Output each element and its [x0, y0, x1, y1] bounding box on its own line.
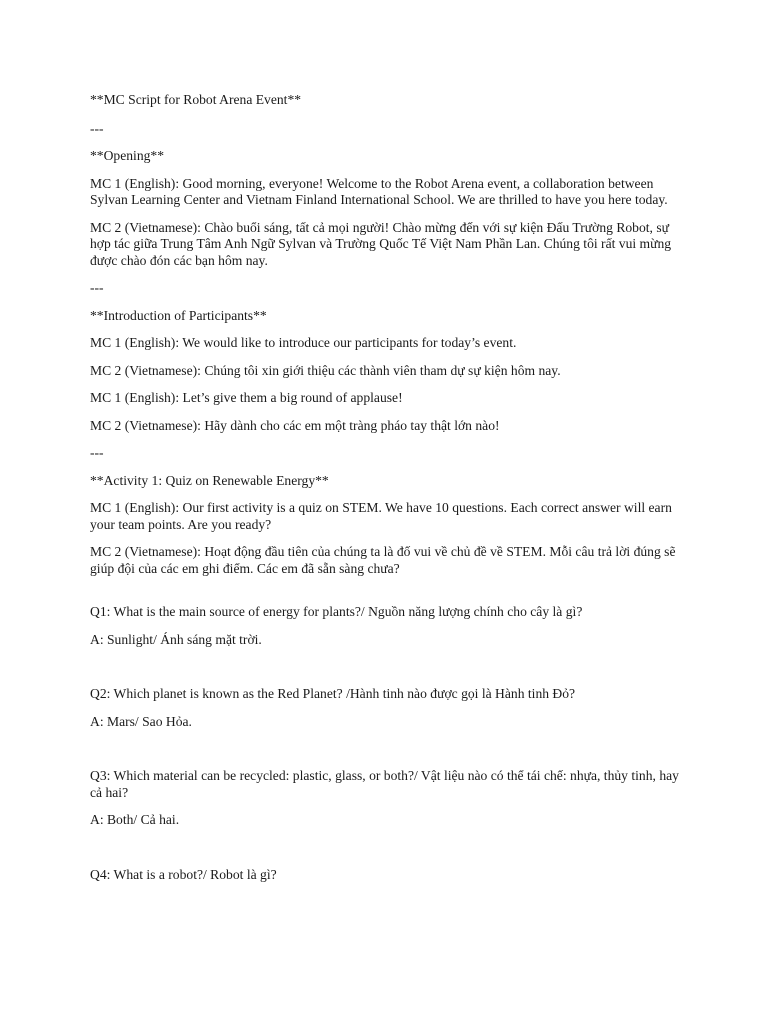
separator: ---	[90, 445, 104, 460]
section-heading-activity1: **Activity 1: Quiz on Renewable Energy**	[90, 472, 329, 488]
activity1-mc1-line: MC 1 (English): Our first activity is a quiz on STEM. We have 10 questions. Each correct answer will earn your team points. Are you ready?	[90, 500, 672, 532]
opening-mc1-line: MC 1 (English): Good morning, everyone! Welcome to the Robot Arena event, a collaboration between Sylvan Learning Center and Vietnam Finland International School. We are thrilled to have you here today.	[90, 175, 668, 207]
introduction-line: MC 1 (English): Let’s give them a big round of applause!	[90, 390, 403, 405]
separator: ---	[90, 280, 104, 295]
section-heading-introduction: **Introduction of Participants**	[90, 307, 267, 323]
quiz-question: Q2: Which planet is known as the Red Planet? /Hành tinh nào được gọi là Hành tinh Đỏ?	[90, 686, 576, 701]
activity1-mc2-line: MC 2 (Vietnamese): Hoạt động đầu tiên của chúng ta là đố vui về chủ đề về STEM. Mỗi câu trả lời đúng sẽ giúp đội của các em ghi điểm. Các em đã sẵn sàng chưa?	[90, 544, 676, 576]
introduction-line: MC 2 (Vietnamese): Hãy dành cho các em một tràng pháo tay thật lớn nào!	[90, 417, 500, 433]
section-heading-opening: **Opening**	[90, 148, 165, 163]
quiz-answer: A: Mars/ Sao Hỏa.	[90, 713, 192, 729]
quiz-answer: A: Both/ Cả hai.	[90, 812, 180, 827]
quiz-question: Q4: What is a robot?/ Robot là gì?	[90, 866, 277, 882]
quiz-question: Q3: Which material can be recycled: plastic, glass, or both?/ Vật liệu nào có thể tái chế: nhựa, thủy tinh, hay cả hai?	[90, 768, 679, 800]
separator: ---	[90, 120, 104, 136]
introduction-line: MC 1 (English): We would like to introduce our participants for today’s event.	[90, 335, 517, 350]
quiz-answer: A: Sunlight/ Ánh sáng mặt trời.	[90, 631, 262, 647]
opening-mc2-line: MC 2 (Vietnamese): Chào buổi sáng, tất cả mọi người! Chào mừng đến với sự kiện Đấu Trường Robot, sự hợp tác giữa Trung Tâm Anh Ngữ Sylvan và Trường Quốc Tế Việt Nam Phần Lan. Chúng tôi rất vui mừng được chào đón các bạn hôm nay.	[90, 219, 672, 268]
document-page	[90, 92, 690, 894]
quiz-question: Q1: What is the main source of energy for plants?/ Nguồn năng lượng chính cho cây là gì?	[90, 604, 583, 619]
introduction-line: MC 2 (Vietnamese): Chúng tôi xin giới thiệu các thành viên tham dự sự kiện hôm nay.	[90, 362, 561, 378]
document-title: **MC Script for Robot Arena Event**	[90, 92, 302, 107]
